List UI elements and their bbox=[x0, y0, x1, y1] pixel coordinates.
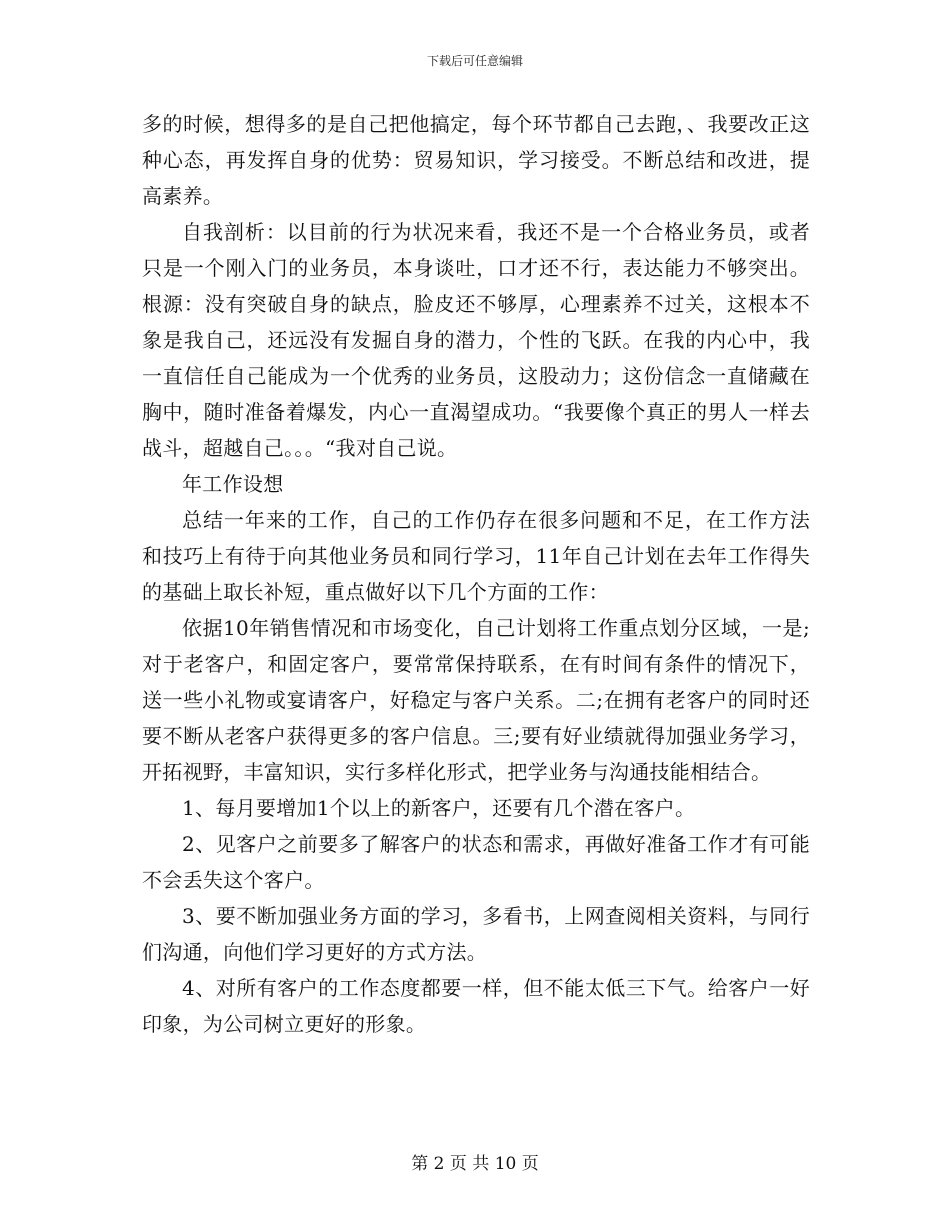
paragraph: 依据10年销售情况和市场变化，自己计划将工作重点划分区域，一是;对于老客户，和固定客户，要常常保持联系，在有时间有条件的情况下，送一些小礼物或宴请客户，好稳定与客户关系。二;在拥有老客户的同时还要不断从老客户获得更多的客户信息。三;要有好业绩就得加强业务学习，开拓视野，丰富知识，实行多样化形式，把学业务与沟通技能相结合。 bbox=[142, 616, 810, 784]
list-item: 4、对所有客户的工作态度都要一样，但不能太低三下气。给客户一好印象，为公司树立更好的形象。 bbox=[142, 976, 810, 1036]
page-header: 下载后可任意编辑 bbox=[426, 54, 523, 68]
list-item: 3、要不断加强业务方面的学习，多看书，上网查阅相关资料，与同行们沟通，向他们学习更好的方式方法。 bbox=[142, 904, 810, 964]
document-body bbox=[142, 106, 810, 1042]
list-item: 1、每月要增加1个以上的新客户，还要有几个潜在客户。 bbox=[182, 796, 696, 820]
page-footer: 第 2 页 共 10 页 bbox=[411, 1154, 539, 1174]
section-heading: 年工作设想 bbox=[182, 472, 284, 496]
paragraph: 多的时候，想得多的是自己把他搞定，每个环节都自己去跑，、我要改正这种心态，再发挥自身的优势：贸易知识，学习接受。不断总结和改进，提高素养。 bbox=[142, 112, 810, 208]
paragraph: 总结一年来的工作，自己的工作仍存在很多问题和不足，在工作方法和技巧上有待于向其他业务员和同行学习，11年自己计划在去年工作得失的基础上取长补短，重点做好以下几个方面的工作： bbox=[142, 508, 810, 604]
list-item: 2、见客户之前要多了解客户的状态和需求，再做好准备工作才有可能不会丢失这个客户。 bbox=[142, 832, 810, 892]
paragraph: 自我剖析：以目前的行为状况来看，我还不是一个合格业务员，或者只是一个刚入门的业务员，本身谈吐，口才还不行，表达能力不够突出。根源：没有突破自身的缺点，脸皮还不够厚，心理素养不过关，这根本不象是我自己，还远没有发掘自身的潜力，个性的飞跃。在我的内心中，我一直信任自己能成为一个优秀的业务员，这股动力；这份信念一直储藏在胸中，随时准备着爆发，内心一直渴望成功。“我要像个真正的男人一样去战斗，超越自己。。。“我对自己说。 bbox=[142, 220, 810, 460]
